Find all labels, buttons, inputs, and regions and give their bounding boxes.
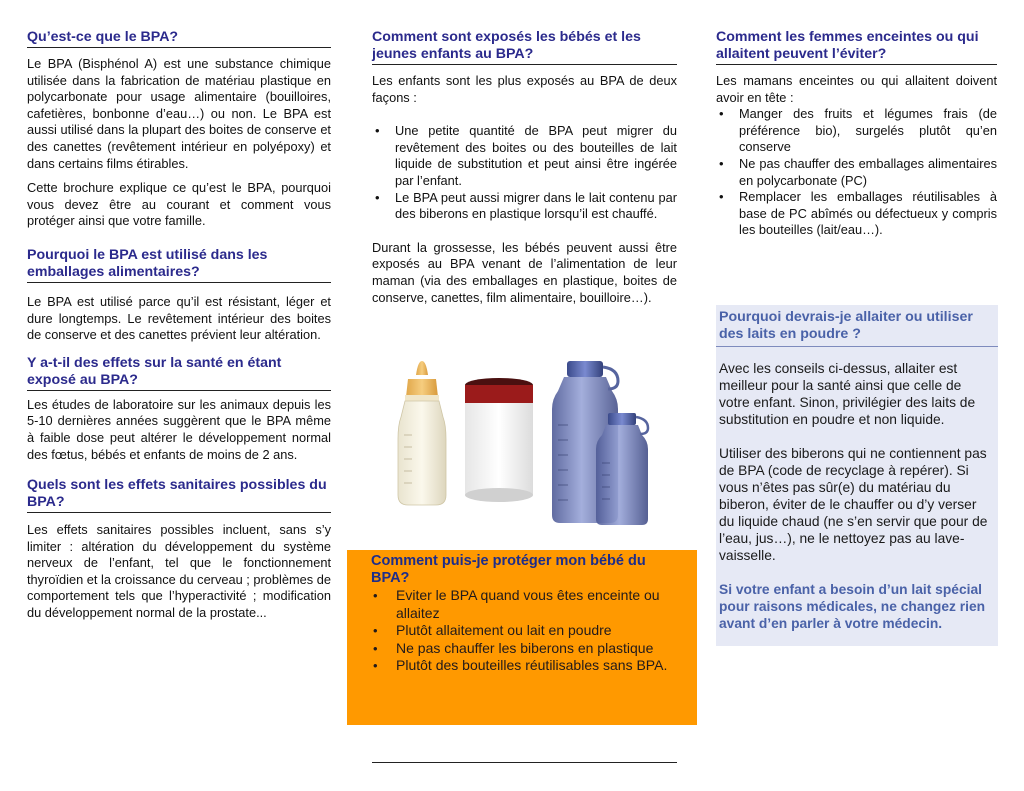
paragraph-what-is-bpa: Le BPA (Bisphénol A) est une substance chimique utilisée dans la fabrication de matériau plastique en polycarbonate pour usage alimentaire (bouilloires, cafetières, bonbonne d’eau…) ou non. Le BPA est aussi utilisé dans la plupart des boites de conserve et des canettes (revêtement intérieur en polyépoxy) et dans certains films étirables. xyxy=(27,56,331,171)
exposure-list xyxy=(372,123,677,223)
list-item: • Ne pas chauffer les biberons en plastique xyxy=(371,640,685,658)
paragraph-avoid-intro: Les mamans enceintes ou qui allaitent doivent avoir en tête : xyxy=(716,73,997,105)
heading-how-exposed: Comment sont exposés les bébés et les jeunes enfants au BPA? xyxy=(372,29,677,65)
list-item: • Remplacer les emballages réutilisables à base de PC abîmés ou défectueux y compris les bouteilles (lait/eau…). xyxy=(716,189,997,239)
protect-baby-box xyxy=(347,550,697,725)
column-left xyxy=(27,0,331,622)
breastfeed-paragraph: Avec les conseils ci-dessus, allaiter est meilleur pour la santé ainsi que celle de votre enfant. Sinon, privilégier des laits de substitution en poudre et non liquide. xyxy=(719,361,976,427)
list-item: • Plutôt allaitement ou lait en poudre xyxy=(371,622,685,640)
baby-bottles-photo xyxy=(372,355,677,530)
medical-advice-paragraph: Si votre enfant a besoin d’un lait spécial pour raisons médicales, ne changez rien avant d’en parler à votre médecin. xyxy=(719,582,986,631)
paragraph-exposure-intro: Les enfants sont les plus exposés au BPA de deux façons : xyxy=(372,73,677,105)
column-right xyxy=(716,0,997,239)
heading-possible-effects: Quels sont les effets sanitaires possibles du BPA? xyxy=(27,477,331,513)
heading-why-bpa-used: Pourquoi le BPA est utilisé dans les emballages alimentaires? xyxy=(27,247,331,283)
list-item: • Eviter le BPA quand vous êtes enceinte ou allaitez xyxy=(371,587,685,622)
breastfeed-info-box xyxy=(716,305,998,646)
paragraph-brochure-purpose: Cette brochure explique ce qu’est le BPA, pourquoi vous devez être au courant et comment vous protéger ainsi que votre famille. xyxy=(27,180,331,229)
heading-what-is-bpa: Qu’est-ce que le BPA? xyxy=(27,29,331,48)
paragraph-possible-effects: Les effets sanitaires possibles incluent, sans s’y limiter : altération du développement du système nerveux de l’enfant, tel que le fonctionnement thyroïdien et la croissance du cerveau ; problèmes de comportement tels que l’hyperactivité ; modification du développement normal de la prostate... xyxy=(27,522,331,621)
paragraph-why-bpa-used: Le BPA est utilisé parce qu’il est résistant, léger et dure longtemps. Le revêtement intérieur des boites de conserve et des canettes prévient leur altération. xyxy=(27,293,331,343)
heading-how-avoid: Comment les femmes enceintes ou qui allaitent peuvent l’éviter? xyxy=(716,29,997,65)
list-item: • Ne pas chauffer des emballages alimentaires en polycarbonate (PC) xyxy=(716,156,997,189)
breastfeed-title: Pourquoi devrais-je allaiter ou utiliser des laits en poudre ? xyxy=(716,305,998,347)
list-item: • Manger des fruits et légumes frais (de préférence bio), surgelés plutôt qu’en conserve xyxy=(716,106,997,156)
heading-health-effects: Y a-t-il des effets sur la santé en étant exposé au BPA? xyxy=(27,355,331,391)
protect-baby-title: Comment puis-je protéger mon bébé du BPA? xyxy=(371,553,646,586)
list-item: • Le BPA peut aussi migrer dans le lait contenu par des biberons en plastique lorsqu’il est chauffé. xyxy=(372,190,677,223)
protect-baby-list xyxy=(371,587,685,675)
list-item: • Plutôt des bouteilles réutilisables sans BPA. xyxy=(371,657,685,675)
column-middle xyxy=(372,0,677,306)
bottom-divider xyxy=(372,762,677,763)
paragraph-health-effects: Les études de laboratoire sur les animaux depuis les 5-10 dernières années suggèrent que le BPA même à faible dose peut altérer le développement normal des fœtus, bébés et enfants de moins de 2 ans. xyxy=(27,396,331,462)
paragraph-pregnancy-exposure: Durant la grossesse, les bébés peuvent aussi être exposés au BPA venant de l’alimentation de leur maman (via des emballages en plastique, boites de conserve, canettes, film alimentaire, bouilloire…). xyxy=(372,239,677,305)
avoid-list xyxy=(716,106,997,239)
list-item: • Une petite quantité de BPA peut migrer du revêtement des boites ou des bouteilles de lait liquide de substitution et peut ainsi être ingérée par l’enfant. xyxy=(372,123,677,189)
bottle-advice-paragraph: Utiliser des biberons qui ne contiennent pas de BPA (code de recyclage à repérer). Si vous n’êtes pas sûr(e) du matériau du biberon, éviter de le chauffer ou d’y verser du liquide chaud (ne s’en servir que pour de l’eau, jus…), ne le nettoyez pas au lave-vaisselle. xyxy=(719,446,988,563)
